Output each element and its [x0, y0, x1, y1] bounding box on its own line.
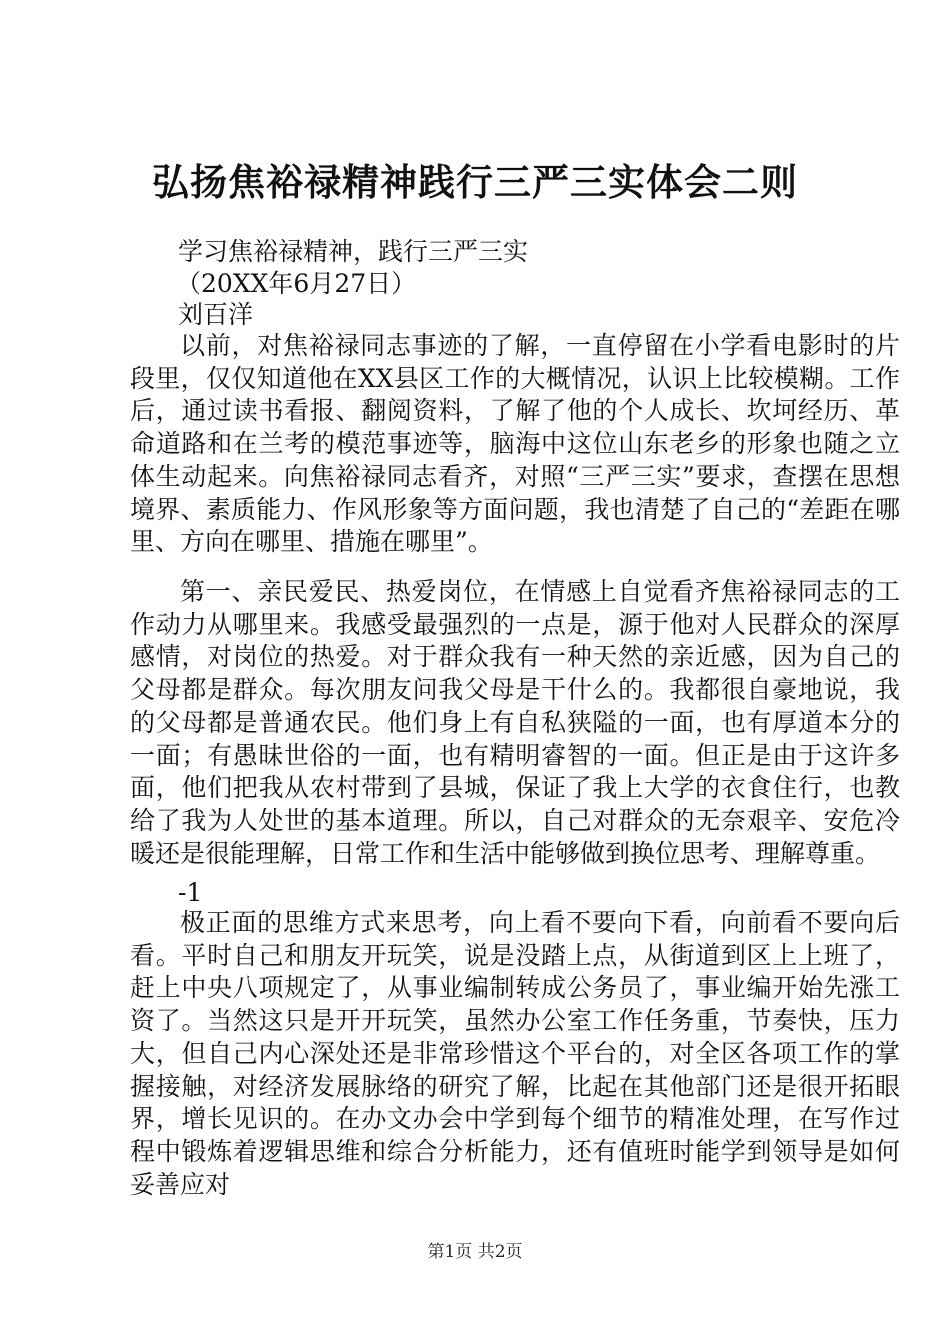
page-marker: -1	[178, 878, 203, 907]
body-paragraph: 极正面的思维方式来思考，向上看不要向下看，向前看不要向后看。平时自己和朋友开玩笑，说是没踏上点，从街道到区上上班了，赶上中央八项规定了，从事业编制转成公务员了，事业编开始先涨工资了。当然这只是开开玩笑，虽然办公室工作任务重，节奏快，压力大，但自己内心深处还是非常珍惜这个平台的，对全区各项工作的掌握接触，对经济发展脉络的研究了解，比起在其他部门还是很开拓眼界，增长见识的。在办文办会中学到每个细节的精准处理，在写作过程中锻炼着逻辑思维和综合分析能力，还有值班时能学到领导是如何妥善应对	[130, 908, 900, 1199]
page-footer: 第1页 共2页	[427, 1242, 523, 1262]
document-date: （20XX年6月27日）	[176, 269, 417, 298]
document-subtitle: 学习焦裕禄精神，践行三严三实	[178, 237, 529, 266]
document-author: 刘百洋	[178, 300, 254, 329]
body-paragraph: 第一、亲民爱民、热爱岗位，在情感上自觉看齐焦裕禄同志的工作动力从哪里来。我感受最强烈的一点是，源于他对人民群众的深厚感情，对岗位的热爱。对于群众我有一种天然的亲近感，因为自己的父母都是群众。每次朋友问我父母是干什么的。我都很自豪地说，我的父母都是普通农民。他们身上有自私狭隘的一面，也有厚道本分的一面；有愚昧世俗的一面，也有精明睿智的一面。但正是由于这许多面，他们把我从农村带到了县城，保证了我上大学的衣食住行，也教给了我为人处世的基本道理。所以，自己对群众的无奈艰辛、安危冷暖还是很能理解，日常工作和生活中能够做到换位思考、理解尊重。	[130, 577, 900, 868]
body-paragraph: 以前，对焦裕禄同志事迹的了解，一直停留在小学看电影时的片段里，仅仅知道他在XX县区工作的大概情况，认识上比较模糊。工作后，通过读书看报、翻阅资料，了解了他的个人成长、坎坷经历、革命道路和在兰考的模范事迹等，脑海中这位山东老乡的形象也随之立体生动起来。向焦裕禄同志看齐，对照“三严三实”要求，查摆在思想境界、素质能力、作风形象等方面问题，我也清楚了自己的“差距在哪里、方向在哪里、措施在哪里”。	[130, 331, 900, 557]
document-title: 弘扬焦裕禄精神践行三严三实体会二则	[152, 160, 798, 204]
